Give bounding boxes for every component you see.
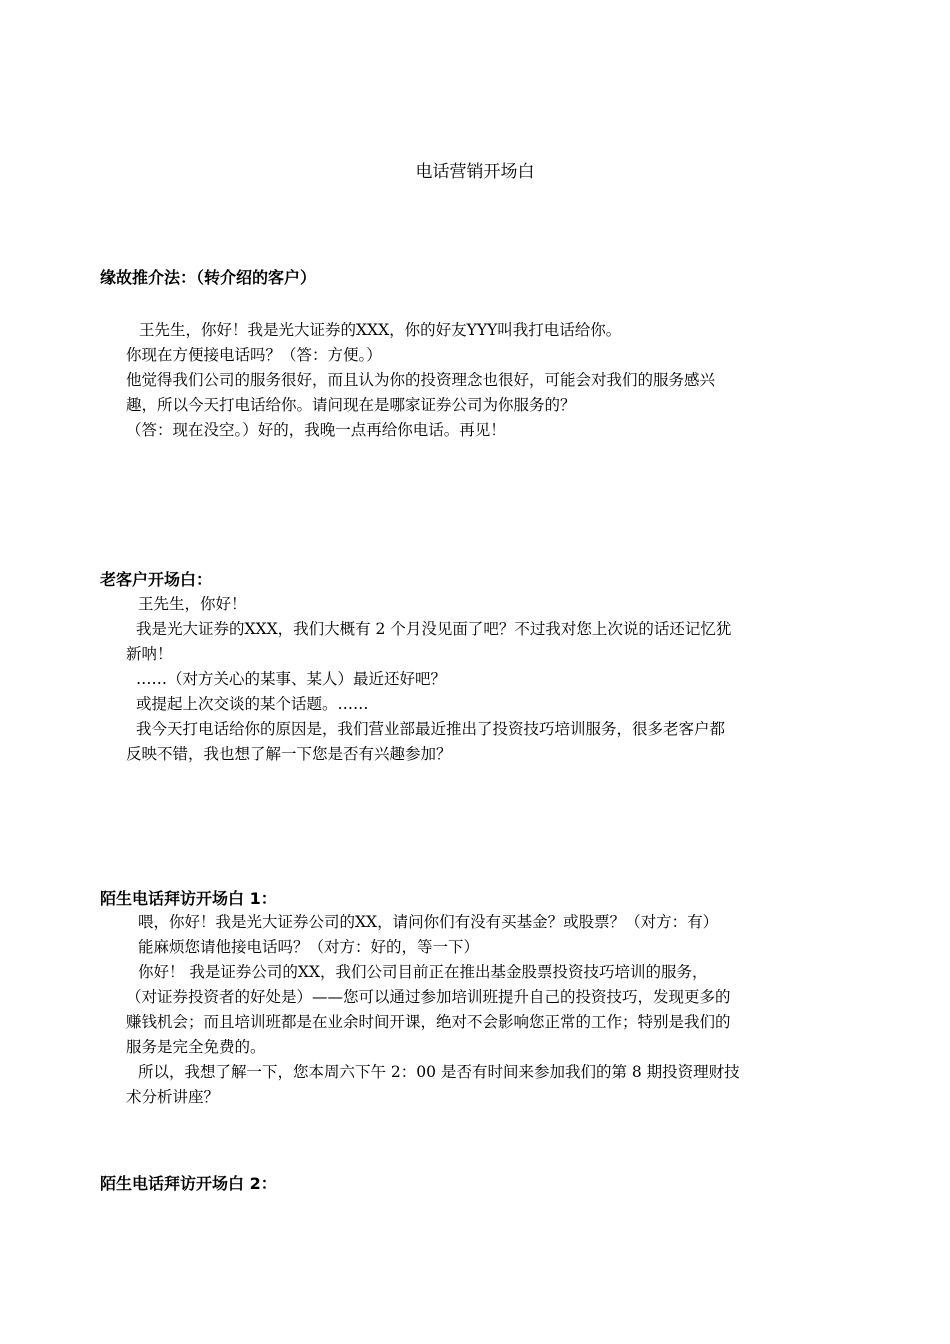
- body-line: （答：现在没空。）好的，我晚一点再给你电话。再见！: [126, 421, 506, 439]
- section-heading-cold-call-2: 陌生电话拜访开场白 2：: [100, 1174, 277, 1193]
- section-heading-cold-call-1: 陌生电话拜访开场白 1：: [100, 889, 277, 908]
- body-line: 服务是完全免费的。: [126, 1038, 266, 1056]
- body-line: 反映不错，我也想了解一下您是否有兴趣参加？: [126, 745, 452, 763]
- body-line: 你现在方便接电话吗？（答：方便。）: [126, 346, 382, 364]
- body-line: 术分析讲座？: [126, 1088, 220, 1106]
- section-body-cold-call-1: [100, 910, 856, 1110]
- body-line: 喂，你好！我是光大证券公司的XX，请问你们有没有买基金？或股票？（对方：有）: [138, 913, 719, 931]
- body-line: 我今天打电话给你的原因是，我们营业部最近推出了投资技巧培训服务，很多老客户都: [136, 720, 726, 738]
- body-line: 赚钱机会；而且培训班都是在业余时间开课，绝对不会影响您正常的工作；特别是我们的: [126, 1013, 731, 1031]
- body-line: 或提起上次交谈的某个话题。……: [136, 695, 369, 713]
- body-line: 王先生，你好！我是光大证券的XXX，你的好友YYY叫我打电话给你。: [139, 321, 622, 339]
- body-line: 能麻烦您请他接电话吗？（对方：好的，等一下）: [138, 938, 480, 956]
- body-line: ……（对方关心的某事、某人）最近还好吧？: [136, 670, 447, 688]
- document-title: 电话营销开场白: [415, 162, 535, 182]
- body-line: 所以，我想了解一下，您本周六下午 2：00 是否有时间来参加我们的第 8 期投资理财技: [138, 1063, 740, 1081]
- body-line: 新呐！: [126, 645, 173, 663]
- body-line: 王先生，你好！: [138, 595, 247, 613]
- body-line: 我是光大证券的XXX，我们大概有 2 个月没见面了吧？不过我对您上次说的话还记忆犹: [136, 620, 732, 638]
- section-body-old-client: [100, 592, 856, 767]
- body-line: 趣，所以今天打电话给你。请问现在是哪家证券公司为你服务的？: [126, 396, 576, 414]
- body-line: 你好！ 我是证券公司的XX，我们公司目前正在推出基金股票投资技巧培训的服务，: [138, 963, 708, 981]
- section-heading-referral: 缘故推介法：（转介绍的客户）: [100, 268, 317, 287]
- section-heading-old-client: 老客户开场白：: [100, 570, 213, 589]
- body-line: （对证券投资者的好处是）——您可以通过参加培训班提升自己的投资技巧，发现更多的: [126, 988, 731, 1006]
- section-body-referral: [126, 318, 856, 443]
- body-line: 他觉得我们公司的服务很好，而且认为你的投资理念也很好，可能会对我们的服务感兴: [126, 371, 716, 389]
